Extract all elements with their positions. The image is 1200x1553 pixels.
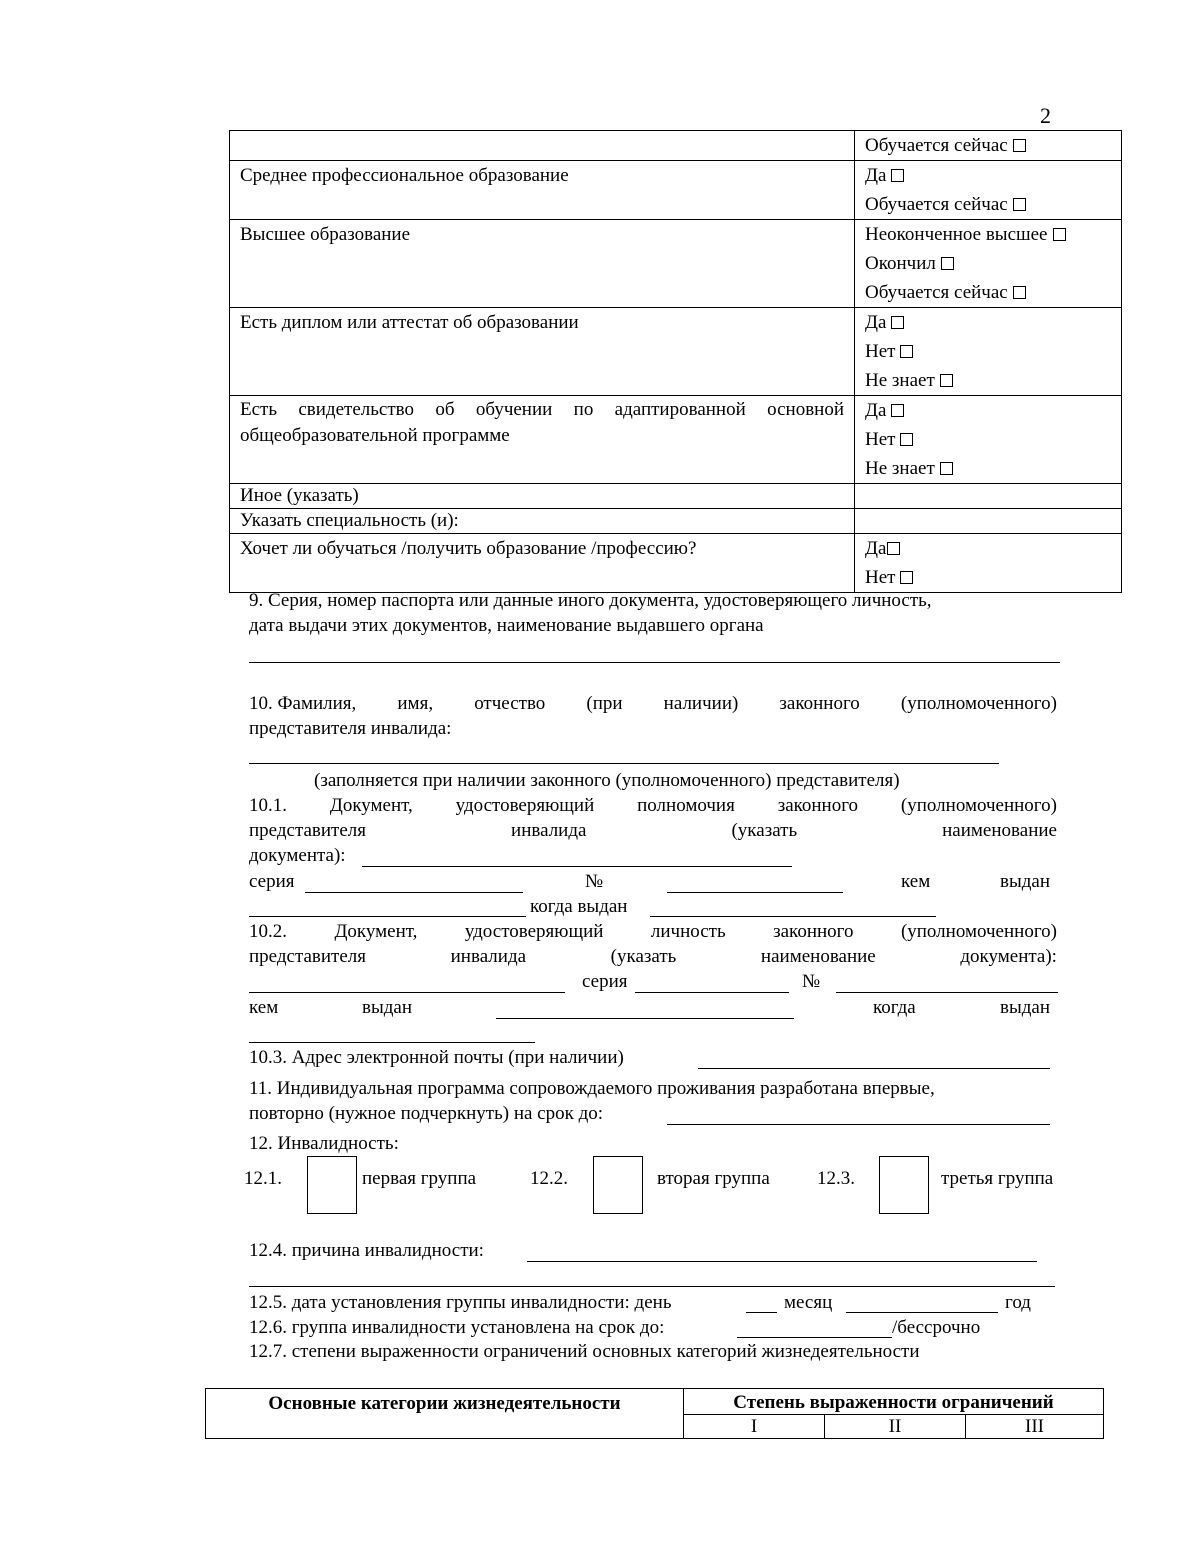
- group1-label: первая группа: [362, 1168, 477, 1189]
- checkbox[interactable]: [1053, 228, 1066, 241]
- option-label: Нет: [865, 567, 896, 588]
- group2-checkbox[interactable]: [593, 1156, 643, 1214]
- num2-field[interactable]: [836, 992, 1058, 993]
- option-label: Неоконченное высшее: [865, 224, 1048, 245]
- education-row-options: [855, 131, 1122, 161]
- checkbox[interactable]: [1013, 198, 1026, 211]
- term-label: 12.6. группа инвалидности установлена на срок до:: [249, 1317, 665, 1338]
- category-header: Основные категории жизнедеятельности: [206, 1389, 684, 1439]
- checkbox[interactable]: [900, 571, 913, 584]
- option: [865, 308, 1111, 337]
- option-label: Да: [865, 400, 887, 421]
- degree-header: Степень выраженности ограничений: [684, 1389, 1104, 1415]
- group1-checkbox[interactable]: [307, 1156, 357, 1214]
- education-row-options: [855, 484, 1122, 509]
- education-row-label: Есть диплом или аттестат об образовании: [230, 308, 855, 396]
- education-row-options: [855, 220, 1122, 308]
- education-row: [230, 220, 1122, 308]
- degree-3: III: [966, 1415, 1104, 1439]
- section-10-1-line2: представителя инвалида (указать наименование: [249, 820, 1057, 841]
- year-label: год: [1005, 1292, 1031, 1313]
- education-row-label: Хочет ли обучаться /получить образование /профессию?: [230, 534, 855, 593]
- section-9-line2: дата выдачи этих документов, наименование выдавшего органа: [249, 615, 764, 636]
- issue-date-field[interactable]: [650, 916, 936, 917]
- option: [865, 249, 1111, 278]
- program-term-field[interactable]: [667, 1124, 1050, 1125]
- group2-label: вторая группа: [657, 1168, 770, 1189]
- education-row-label: Среднее профессиональное образование: [230, 161, 855, 220]
- issuer-field[interactable]: [249, 916, 526, 917]
- issuer2-field[interactable]: [496, 1018, 794, 1019]
- month-label: месяц: [784, 1292, 833, 1313]
- checkbox[interactable]: [891, 404, 904, 417]
- seria2-label: серия: [582, 971, 628, 992]
- cause-field[interactable]: [527, 1261, 1037, 1262]
- term-field[interactable]: [737, 1337, 892, 1338]
- degree-1: I: [684, 1415, 825, 1439]
- month-field[interactable]: [846, 1312, 998, 1313]
- option-label: Обучается сейчас: [865, 194, 1008, 215]
- education-row: [230, 308, 1122, 396]
- checkbox[interactable]: [941, 257, 954, 270]
- section-10-3: 10.3. Адрес электронной почты (при наличии): [249, 1047, 624, 1068]
- section-9-field[interactable]: [249, 662, 1060, 663]
- option-label: Не знает: [865, 370, 935, 391]
- vydan2-label: выдан: [362, 997, 413, 1018]
- checkbox[interactable]: [891, 316, 904, 329]
- option-label: Да: [865, 538, 887, 559]
- education-row: [230, 396, 1122, 484]
- day-field[interactable]: [746, 1312, 777, 1313]
- section-10-line1: 10. Фамилия, имя, отчество (при наличии) законного (уполномоченного): [249, 693, 1057, 714]
- category-table: [205, 1388, 1104, 1439]
- education-row-options: [855, 509, 1122, 534]
- section-10-2-line2: представителя инвалида (указать наименование документа):: [249, 946, 1057, 967]
- page-number: 2: [1040, 103, 1051, 128]
- section-12-title: 12. Инвалидность:: [249, 1133, 399, 1154]
- doc-name-field[interactable]: [362, 866, 792, 867]
- num2-label: №: [802, 971, 821, 992]
- checkbox[interactable]: [891, 169, 904, 182]
- section-9-line1: 9. Серия, номер паспорта или данные иного документа, удостоверяющего личность,: [249, 590, 932, 611]
- representative-name-field[interactable]: [249, 763, 999, 764]
- education-row: [230, 484, 1122, 509]
- education-row-options: [855, 534, 1122, 593]
- checkbox[interactable]: [900, 345, 913, 358]
- section-10-1-line3: документа):: [249, 845, 346, 866]
- option: [865, 161, 1111, 190]
- degree-2: II: [825, 1415, 966, 1439]
- checkbox[interactable]: [940, 462, 953, 475]
- doc2-name-field[interactable]: [249, 992, 565, 993]
- education-row: [230, 509, 1122, 534]
- term-forever: /бессрочно: [892, 1317, 981, 1338]
- option: [865, 366, 1111, 395]
- checkbox[interactable]: [1013, 286, 1026, 299]
- option-label: Нет: [865, 429, 896, 450]
- option: [865, 278, 1111, 307]
- section-11-line1: 11. Индивидуальная программа сопровождаемого проживания разработана впервые,: [249, 1078, 935, 1099]
- num-label: №: [585, 871, 604, 892]
- kogda2-label: когда: [873, 997, 916, 1018]
- education-row: [230, 161, 1122, 220]
- education-row-options: [855, 308, 1122, 396]
- vydan-label: выдан: [1000, 871, 1051, 892]
- section-10-line2: представителя инвалида:: [249, 718, 452, 739]
- option: [865, 131, 1111, 160]
- option-label: Обучается сейчас: [865, 135, 1008, 156]
- option: [865, 563, 1111, 592]
- education-row-label: [230, 131, 855, 161]
- option: [865, 220, 1111, 249]
- vydan3-label: выдан: [1000, 997, 1051, 1018]
- email-field[interactable]: [698, 1068, 1050, 1069]
- seria-field[interactable]: [305, 892, 523, 893]
- date-label: 12.5. дата установления группы инвалидности: день: [249, 1292, 672, 1313]
- degrees-label: 12.7. степени выраженности ограничений основных категорий жизнедеятельности: [249, 1341, 920, 1362]
- option: [865, 396, 1111, 425]
- option: [865, 190, 1111, 219]
- checkbox[interactable]: [1013, 139, 1026, 152]
- group1-number: 12.1.: [244, 1168, 282, 1189]
- num-field[interactable]: [667, 892, 843, 893]
- option-label: Не знает: [865, 458, 935, 479]
- checkbox[interactable]: [940, 374, 953, 387]
- group3-label: третья группа: [941, 1168, 1054, 1189]
- section-10-2-line1: 10.2. Документ, удостоверяющий личность законного (уполномоченного): [249, 921, 1057, 942]
- group3-checkbox[interactable]: [879, 1156, 929, 1214]
- option-label: Окончил: [865, 253, 936, 274]
- education-row-options: [855, 161, 1122, 220]
- seria-label: серия: [249, 871, 295, 892]
- education-row-label: Указать специальность (и):: [230, 509, 855, 534]
- checkbox[interactable]: [900, 433, 913, 446]
- section-11-line2: повторно (нужное подчеркнуть) на срок до:: [249, 1103, 604, 1124]
- cause-label: 12.4. причина инвалидности:: [249, 1240, 484, 1261]
- education-row: [230, 534, 1122, 593]
- education-row-label: Есть свидетельство об обучении по адаптированной основной общеобразовательной программе: [230, 396, 855, 484]
- option-label: Да: [865, 312, 887, 333]
- kogda-label: когда выдан: [530, 896, 628, 917]
- option: [865, 454, 1111, 483]
- option: [865, 425, 1111, 454]
- section-10-note: (заполняется при наличии законного (уполномоченного) представителя): [314, 770, 900, 791]
- seria2-field[interactable]: [635, 992, 789, 993]
- education-table: [229, 130, 1122, 593]
- option: [865, 534, 1111, 563]
- education-row: [230, 131, 1122, 161]
- issue-date2-field[interactable]: [249, 1042, 535, 1043]
- option-label: Обучается сейчас: [865, 282, 1008, 303]
- kem2-label: кем: [249, 997, 279, 1018]
- checkbox[interactable]: [887, 542, 900, 555]
- kem-label: кем: [901, 871, 931, 892]
- group2-number: 12.2.: [530, 1168, 568, 1189]
- option-label: Да: [865, 165, 887, 186]
- cause-field-2[interactable]: [249, 1286, 1055, 1287]
- option-label: Нет: [865, 341, 896, 362]
- section-10-1-line1: 10.1. Документ, удостоверяющий полномочия законного (уполномоченного): [249, 795, 1057, 816]
- group3-number: 12.3.: [817, 1168, 855, 1189]
- education-row-options: [855, 396, 1122, 484]
- option: [865, 337, 1111, 366]
- education-row-label: Иное (указать): [230, 484, 855, 509]
- education-row-label: Высшее образование: [230, 220, 855, 308]
